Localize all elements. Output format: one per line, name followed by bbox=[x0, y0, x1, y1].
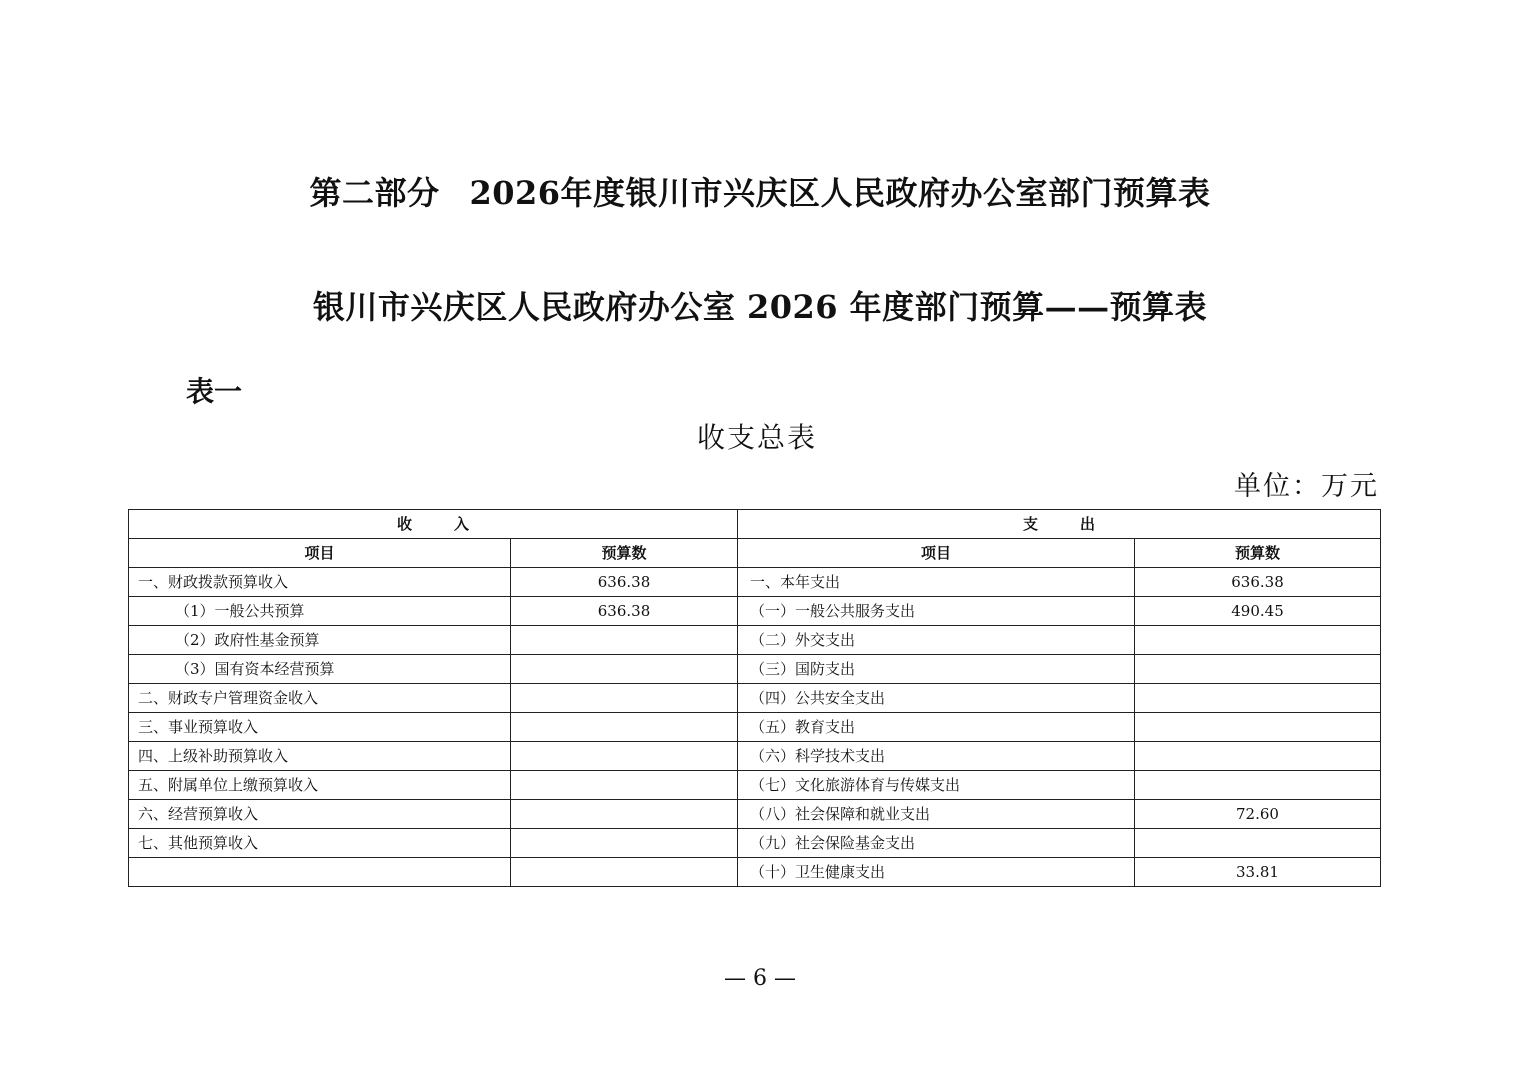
table-row bbox=[129, 858, 1381, 887]
income-value bbox=[511, 829, 738, 858]
expense-item: 一、本年支出 bbox=[738, 568, 1135, 597]
expense-item: （七）文化旅游体育与传媒支出 bbox=[738, 771, 1135, 800]
table-row bbox=[129, 742, 1381, 771]
income-item: （2）政府性基金预算 bbox=[129, 626, 511, 655]
expense-value bbox=[1135, 626, 1381, 655]
income-budget-header: 预算数 bbox=[511, 539, 738, 568]
expense-value: 72.60 bbox=[1135, 800, 1381, 829]
table-row bbox=[129, 684, 1381, 713]
page-number: — 6 — bbox=[724, 966, 796, 991]
table-row bbox=[129, 800, 1381, 829]
table-row bbox=[129, 771, 1381, 800]
income-value bbox=[511, 626, 738, 655]
income-item: 五、附属单位上缴预算收入 bbox=[129, 771, 511, 800]
expense-item: （一）一般公共服务支出 bbox=[738, 597, 1135, 626]
income-item: 七、其他预算收入 bbox=[129, 829, 511, 858]
income-item: （3）国有资本经营预算 bbox=[129, 655, 511, 684]
income-value bbox=[511, 771, 738, 800]
expense-value bbox=[1135, 829, 1381, 858]
table-row bbox=[129, 597, 1381, 626]
expense-item: （六）科学技术支出 bbox=[738, 742, 1135, 771]
income-item: （1）一般公共预算 bbox=[129, 597, 511, 626]
expense-section-header: 支 出 bbox=[738, 510, 1381, 539]
budget-summary-table bbox=[128, 509, 1381, 887]
income-value bbox=[511, 800, 738, 829]
income-item: 一、财政拨款预算收入 bbox=[129, 568, 511, 597]
expense-item: （十）卫生健康支出 bbox=[738, 858, 1135, 887]
part-label: 第二部分 bbox=[309, 174, 440, 212]
part-title-text: 2026年度银川市兴庆区人民政府办公室部门预算表 bbox=[469, 174, 1211, 212]
expense-item-header: 项目 bbox=[738, 539, 1135, 568]
income-section-header: 收 入 bbox=[129, 510, 738, 539]
table-name: 收支总表 bbox=[696, 421, 817, 454]
table-row bbox=[129, 655, 1381, 684]
document-subtitle: 银川市兴庆区人民政府办公室 2026 年度部门预算——预算表 bbox=[312, 288, 1208, 326]
table-row bbox=[129, 829, 1381, 858]
expense-item: （九）社会保险基金支出 bbox=[738, 829, 1135, 858]
expense-value bbox=[1135, 655, 1381, 684]
income-item: 六、经营预算收入 bbox=[129, 800, 511, 829]
expense-item: （五）教育支出 bbox=[738, 713, 1135, 742]
expense-budget-header: 预算数 bbox=[1135, 539, 1381, 568]
table-row bbox=[129, 568, 1381, 597]
expense-value bbox=[1135, 713, 1381, 742]
income-value: 636.38 bbox=[511, 568, 738, 597]
income-item: 四、上级补助预算收入 bbox=[129, 742, 511, 771]
expense-value: 490.45 bbox=[1135, 597, 1381, 626]
expense-item: （八）社会保障和就业支出 bbox=[738, 800, 1135, 829]
table-label: 表一 bbox=[186, 375, 243, 408]
expense-item: （三）国防支出 bbox=[738, 655, 1135, 684]
part-title bbox=[0, 168, 1520, 214]
income-item bbox=[129, 858, 511, 887]
income-item: 三、事业预算收入 bbox=[129, 713, 511, 742]
income-value bbox=[511, 713, 738, 742]
income-value bbox=[511, 655, 738, 684]
income-item: 二、财政专户管理资金收入 bbox=[129, 684, 511, 713]
income-value bbox=[511, 742, 738, 771]
income-value bbox=[511, 858, 738, 887]
expense-value: 636.38 bbox=[1135, 568, 1381, 597]
expense-value bbox=[1135, 742, 1381, 771]
expense-value bbox=[1135, 771, 1381, 800]
unit-label: 单位：万元 bbox=[1234, 471, 1379, 502]
income-item-header: 项目 bbox=[129, 539, 511, 568]
expense-item: （二）外交支出 bbox=[738, 626, 1135, 655]
table-row bbox=[129, 626, 1381, 655]
expense-value bbox=[1135, 684, 1381, 713]
table-row bbox=[129, 713, 1381, 742]
income-value: 636.38 bbox=[511, 597, 738, 626]
section-header-row bbox=[129, 510, 1381, 539]
income-value bbox=[511, 684, 738, 713]
column-header-row bbox=[129, 539, 1381, 568]
expense-item: （四）公共安全支出 bbox=[738, 684, 1135, 713]
expense-value: 33.81 bbox=[1135, 858, 1381, 887]
